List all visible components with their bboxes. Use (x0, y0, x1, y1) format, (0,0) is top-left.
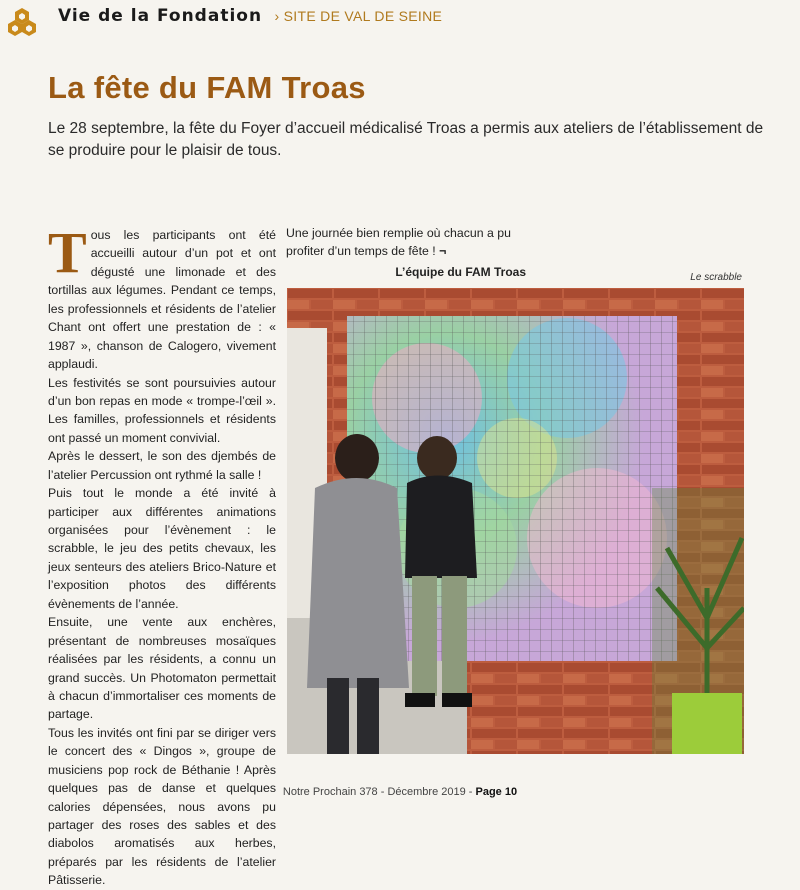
closing-text: Une journée bien remplie où chacun a pu profiter d’un temps de fête ! (286, 226, 511, 259)
hexagon-logo-icon (6, 6, 38, 38)
scrabble-photo-illustration (287, 288, 744, 754)
page-footer (0, 786, 800, 798)
magazine-issue: Notre Prochain 378 - Décembre 2019 - (282, 786, 476, 798)
section-title: Vie de la Fondation (58, 6, 263, 26)
article-paragraph: Les festivités se sont poursuivies autour d’un bon repas en mode « trompe-l’œil ». Les familles, professionnels et résidents ont passé un moment convivial. (48, 375, 276, 445)
section-header (58, 6, 442, 26)
article-paragraph: Après le dessert, le son des djembés de l’atelier Percussion ont rythmé la salle ! (48, 449, 276, 482)
page-number: Page 10 (475, 786, 518, 798)
subsection-label: › SITE DE VAL DE SEINE (274, 8, 443, 24)
article-paragraph (48, 220, 276, 374)
article-title: La fête du FAM Troas (48, 70, 366, 105)
article-paragraph: Ensuite, une vente aux enchères, présentant de nombreuses mosaïques réalisées par les résidents, a connu un grand succès. Un Photomaton permettait à chacun d’immortaliser ces moments de partage. (48, 615, 276, 722)
article-body-right (286, 224, 526, 281)
end-mark-icon: ¬ (439, 244, 447, 259)
article-intro: Le 28 septembre, la fête du Foyer d’accueil médicalisé Troas a permis aux ateliers de l’établissement de se produire pour le plaisir de tous. (48, 120, 764, 160)
article-paragraph: Puis tout le monde a été invité à participer aux différentes animations organisées pour l’évènement : le scrabble, le jeu des petits chevaux, les jeux senteurs des ateliers Brico-Nature et l’exposition photos des différents évènements de l’année. (48, 486, 276, 611)
article-closing (286, 224, 526, 261)
foundation-logo (6, 6, 38, 38)
article-paragraph: Tous les invités ont fini par se diriger vers le concert des « Dingos », groupe de musiciens pop rock de Béthanie ! Après quelques pas de danse et quelques calories dépensées, nous avons pu partager des roses des sables et des diabolos aromatisés aux herbes, préparés par les résidents de l’atelier Pâtisserie. (48, 725, 276, 888)
photo-caption: Le scrabble (690, 272, 742, 283)
drop-cap: T (48, 220, 87, 285)
article-photo (287, 288, 744, 754)
paragraph-text: ous les participants ont été accueilli autour d’un pot et ont dégusté une limonade et des tortillas aux légumes. Pendant ce temps, les professionnels et résidents de l’atelier Chant ont offert une prestation de : « 1987 », chanson de Calogero, vivement applaudi. (48, 228, 276, 372)
article-signature: L’équipe du FAM Troas (395, 264, 526, 279)
